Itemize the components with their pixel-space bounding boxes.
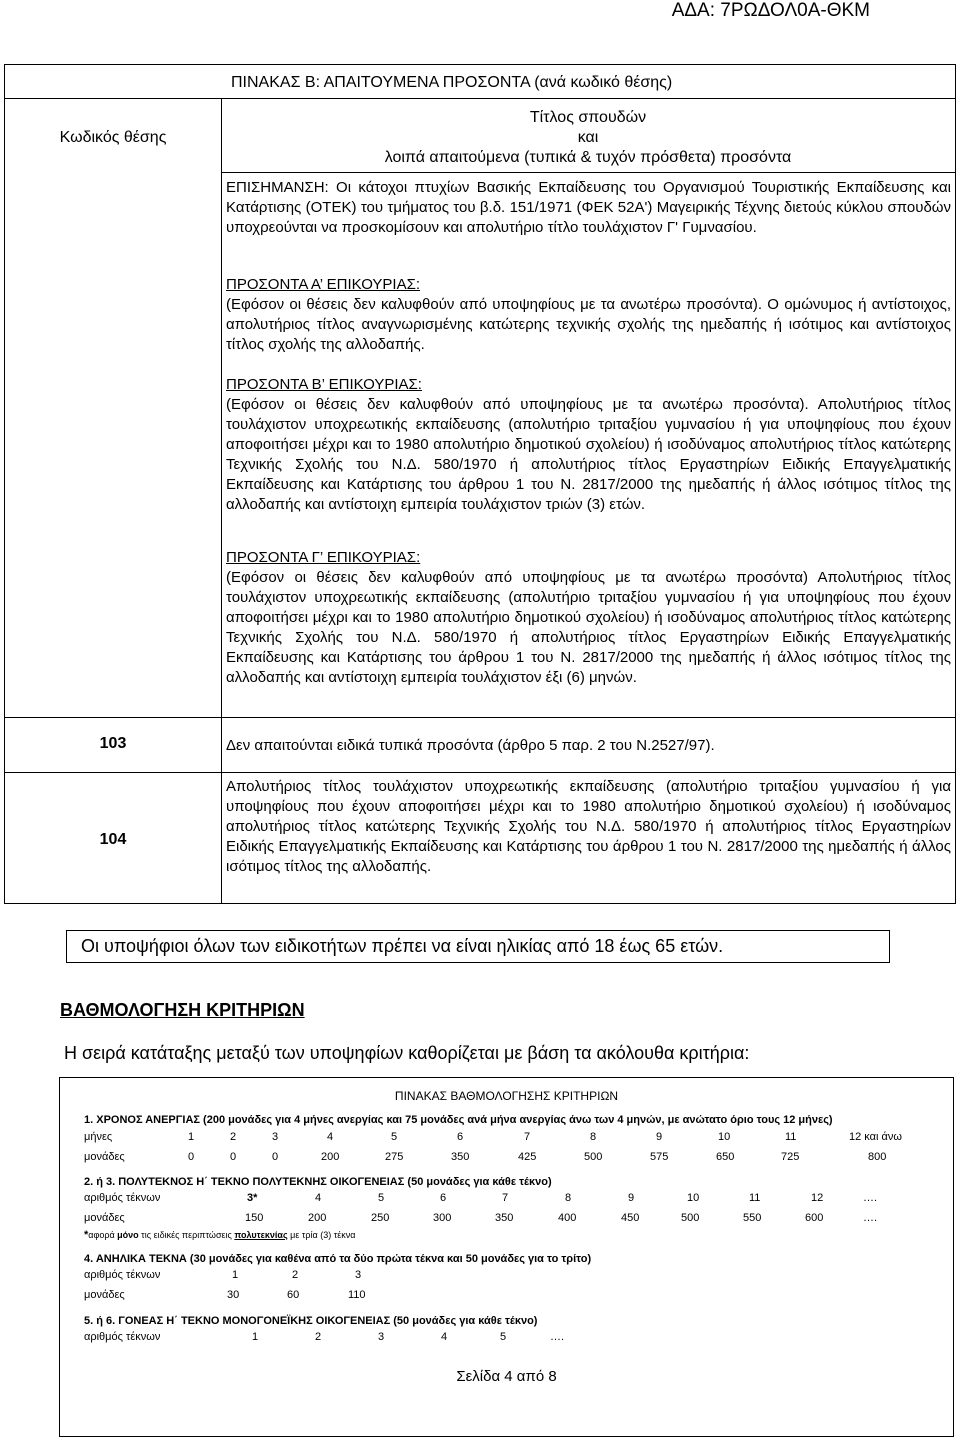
table-cell: 6 [440, 1192, 447, 1204]
table-cell: 10 [687, 1192, 700, 1204]
table-cell: 500 [584, 1151, 603, 1163]
table-cell: 550 [743, 1212, 762, 1224]
qualifications-c-text: (Εφόσον οι θέσεις δεν καλυφθούν από υποψηφίους με τα ανωτέρω προσόντα) Απολυτήριος τίτλος τουλάχιστον υποχρεωτικής εκπαίδευσης (απολυτήριο τριταξίου γυμνασίου ή για υποψηφίους που έχουν αποφοιτήσει μέχρι και το 1980 απολυτήριο δημοτικού σχολείου) ή ισοδύναμος απολυτήριος τίτλος κατώτερης Τεχνικής Σχολής του Ν.Δ. 580/1970 ή απολυτήριος τίτλος Εργαστηρίων Ειδικής Επαγγελματικής Εκπαίδευσης και Κατάρτισης του άρθρου 1 του Ν. 2817/2000 της ημεδαπής ή άλλος ισότιμος τίτλος της αλλοδαπής και αντίστοιχη εμπειρία τουλάχιστον έξι (6) μηνών. [226, 569, 951, 686]
table-cell: 4 [315, 1192, 322, 1204]
table-cell: 4 [327, 1131, 334, 1143]
footnote-text: τις ειδικές περιπτώσεις [138, 1230, 235, 1240]
table-cell: 200 [321, 1151, 340, 1163]
footnote-text: πολυτεκνίας [234, 1230, 288, 1240]
table-cell: 3* [247, 1192, 258, 1204]
table-cell: 8 [590, 1131, 597, 1143]
row-divider [5, 717, 955, 718]
table-cell: 9 [656, 1131, 663, 1143]
table-cell: 1 [188, 1131, 195, 1143]
qualifications-b-text: (Εφόσον οι θέσεις δεν καλυφθούν από υποψηφίους με τα ανωτέρω προσόντα). Απολυτήριος τίτλος τουλάχιστον υποχρεωτικής εκπαίδευσης (απολυτήριο τριταξίου γυμνασίου ή για υποψηφίους που έχουν αποφοιτήσει μέχρι και το 1980 απολυτήριο δημοτικού σχολείου) ή ισοδύναμος απολυτήριος τίτλος κατώτερης Τεχνικής Σχολής του Ν.Δ. 580/1970 ή απολυτήριος τίτλος Εργαστηρίων Ειδικής Επαγγελματικής Εκπαίδευσης και Κατάρτισης του άρθρου 1 του Ν. 2817/2000 της ημεδαπής ή άλλος ισότιμος τίτλος της αλλοδαπής και αντίστοιχη εμπειρία τουλάχιστον τριών (3) ετών. [226, 396, 951, 513]
table-cell: 450 [621, 1212, 640, 1224]
row-label: μήνες [84, 1131, 113, 1143]
large-family-footnote [84, 1229, 356, 1241]
table-cell: 200 [308, 1212, 327, 1224]
row-label: μονάδες [84, 1212, 125, 1224]
row-label: αριθμός τέκνων [84, 1331, 161, 1343]
criteria-title: ΠΙΝΑΚΑΣ ΒΑΘΜΟΛΟΓΗΣΗΣ ΚΡΙΤΗΡΙΩΝ [394, 1089, 619, 1103]
table-cell: 2 [315, 1331, 322, 1343]
col-header-title [221, 108, 955, 168]
table-cell: 7 [524, 1131, 531, 1143]
position-104-text: Απολυτήριος τίτλος τουλάχιστον υποχρεωτικής εκπαίδευσης (απολυτήριο τριταξίου γυμνασίου ή για υποψηφίους που έχουν αποφοιτήσει μέχρι και το 1980 απολυτήριο δημοτικού σχολείου) ή ισοδύναμος απολυτήριος τίτλος κατώτερης Τεχνικής Σχολής του Ν.Δ. 580/1970 ή απολυτήριος τίτλος Εργαστηρίων Ειδικής Επαγγελματικής Εκπαίδευσης και Κατάρτισης του άρθρου 1 του Ν. 2817/2000 της ημεδαπής ή άλλος ισότιμος τίτλος της αλλοδαπής. [226, 778, 951, 875]
table-cell: 30 [227, 1289, 240, 1301]
table-cell: 350 [495, 1212, 514, 1224]
col-header-line: λοιπά απαιτούμενα (τυπικά & τυχόν πρόσθετα) προσόντα [384, 149, 792, 166]
table-cell: 250 [371, 1212, 390, 1224]
table-cell: 1 [252, 1331, 259, 1343]
table-cell: 800 [868, 1151, 887, 1163]
notice-text: ΕΠΙΣΗΜΑΝΣΗ: Οι κάτοχοι πτυχίων Βασικής Εκπαίδευσης του Οργανισμού Τουριστικής Εκπαίδευσης και Κατάρτισης (ΟΤΕΚ) του τμήματος του β.δ. 151/1971 (ΦΕΚ 52Α') Μαγειρικής Τέχνης διετούς κύκλου σπουδών υποχρεούνται να προσκομίσουν και απολυτήριο τίτλο τουλάχιστον Γ' Γυμνασίου. [226, 179, 951, 236]
table-cell: 4 [441, 1331, 448, 1343]
table-cell: …. [863, 1192, 878, 1204]
table-cell: 9 [628, 1192, 635, 1204]
table-cell: 425 [518, 1151, 537, 1163]
ada-code: ΑΔΑ: 7ΡΩΔΟΛ0Α-ΘΚΜ [671, 0, 870, 21]
table-cell: 11 [749, 1192, 761, 1204]
table-cell: 350 [451, 1151, 470, 1163]
criterion-large-family-heading: 2. ή 3. ΠΟΛΥΤΕΚΝΟΣ Η΄ ΤΕΚΝΟ ΠΟΛΥΤΕΚΝΗΣ ΟΙΚΟΓΕΝΕΙΑΣ (50 μονάδες για κάθε τέκνο) [84, 1176, 552, 1188]
table-cell: 600 [805, 1212, 824, 1224]
footnote-star: * [84, 1229, 89, 1241]
table-cell: 12 [811, 1192, 824, 1204]
table-cell: 725 [781, 1151, 800, 1163]
notice-paragraph [226, 178, 951, 238]
table-cell: 650 [716, 1151, 735, 1163]
table-cell: 2 [292, 1269, 299, 1281]
column-divider [221, 98, 222, 903]
table-cell: 12 και άνω [849, 1131, 902, 1143]
table-cell: 7 [502, 1192, 509, 1204]
table-cell: 150 [245, 1212, 264, 1224]
table-cell: 6 [457, 1131, 464, 1143]
table-cell: 110 [348, 1289, 366, 1301]
grading-intro: Η σειρά κατάταξης μεταξύ των υποψηφίων καθορίζεται με βάση τα ακόλουθα κριτήρια: [64, 1043, 750, 1063]
table-cell: 1 [232, 1269, 239, 1281]
criteria-table [59, 1077, 954, 1437]
row-label: μονάδες [84, 1289, 125, 1301]
col-header-line: Τίτλος σπουδών [529, 109, 647, 126]
table-cell: 11 [785, 1131, 797, 1143]
criterion-unemployment-heading: 1. ΧΡΟΝΟΣ ΑΝΕΡΓΙΑΣ (200 μονάδες για 4 μήνες ανεργίας και 75 μονάδες ανά μήνα ανεργίας άνω των 4 μηνών, με ανώτατο όριο τους 12 μήνες) [84, 1114, 833, 1126]
table-b [4, 64, 956, 904]
qualifications-b-heading: ΠΡΟΣΟΝΤΑ Β’ ΕΠΙΚΟΥΡΙΑΣ: [226, 376, 422, 393]
table-cell: 275 [385, 1151, 404, 1163]
age-requirement-box: Οι υποψήφιοι όλων των ειδικοτήτων πρέπει να είναι ηλικίας από 18 έως 65 ετών. [66, 930, 890, 963]
table-cell: …. [863, 1212, 878, 1224]
table-cell: 10 [718, 1131, 731, 1143]
table-cell: 500 [681, 1212, 700, 1224]
row-divider [5, 772, 955, 773]
row-label: μονάδες [84, 1151, 125, 1163]
footnote-text: με τρία (3) τέκνα [287, 1230, 356, 1240]
table-cell: 0 [230, 1151, 237, 1163]
position-103-text: Δεν απαιτούνται ειδικά τυπικά προσόντα (άρθρο 5 παρ. 2 του Ν.2527/97). [226, 737, 715, 754]
qualifications-a [226, 275, 951, 355]
table-cell: 0 [272, 1151, 279, 1163]
position-code-104: 104 [99, 831, 127, 848]
qualifications-c-heading: ΠΡΟΣΟΝΤΑ Γ’ ΕΠΙΚΟΥΡΙΑΣ: [226, 549, 421, 566]
table-cell: 2 [230, 1131, 237, 1143]
row-label: αριθμός τέκνων [84, 1269, 161, 1281]
table-cell: 5 [378, 1192, 385, 1204]
row-divider [5, 98, 955, 99]
qualifications-c [226, 548, 951, 688]
table-cell: 3 [378, 1331, 385, 1343]
table-cell: 0 [188, 1151, 195, 1163]
table-cell: 400 [558, 1212, 577, 1224]
row-divider [221, 172, 955, 173]
criterion-single-parent-heading: 5. ή 6. ΓΟΝΕΑΣ Η΄ ΤΕΚΝΟ ΜΟΝΟΓΟΝΕΪΚΗΣ ΟΙΚΟΓΕΝΕΙΑΣ (50 μονάδες για κάθε τέκνο) [84, 1315, 538, 1327]
col-header-line: και [577, 129, 599, 146]
row-label: αριθμός τέκνων [84, 1192, 161, 1204]
table-cell: 5 [391, 1131, 398, 1143]
col-header-code: Κωδικός θέσης [59, 129, 167, 146]
criterion-minor-children-heading: 4. ΑΝΗΛΙΚΑ ΤΕΚΝΑ (30 μονάδες για καθένα από τα δύο πρώτα τέκνα και 50 μονάδες για το τρίτο) [84, 1253, 592, 1265]
table-cell: 3 [272, 1131, 279, 1143]
grading-title: ΒΑΘΜΟΛΟΓΗΣΗ ΚΡΙΤΗΡΙΩΝ [60, 1000, 305, 1020]
table-b-title: ΠΙΝΑΚΑΣ Β: ΑΠΑΙΤΟΥΜΕΝΑ ΠΡΟΣΟΝΤΑ (ανά κωδικό θέσης) [231, 74, 673, 91]
table-cell: …. [550, 1331, 565, 1343]
position-code-103: 103 [99, 735, 127, 752]
page-number: Σελίδα 4 από 8 [456, 1368, 557, 1385]
table-cell: 575 [650, 1151, 669, 1163]
qualifications-a-text: (Εφόσον οι θέσεις δεν καλυφθούν από υποψηφίους με τα ανωτέρω προσόντα). Ο ομώνυμος ή αντίστοιχος, απολυτήριος τίτλος αναγνωρισμένης κατώτερης τεχνικής σχολής της ημεδαπής ή ισότιμος και αντίστοιχος τίτλος σχολής της αλλοδαπής. [226, 296, 951, 353]
table-cell: 60 [287, 1289, 300, 1301]
footnote-text: μόνο [117, 1230, 139, 1240]
table-cell: 3 [355, 1269, 362, 1281]
table-cell: 8 [565, 1192, 572, 1204]
table-cell: 5 [500, 1331, 507, 1343]
table-cell: 300 [433, 1212, 452, 1224]
footnote-text: αφορά [88, 1230, 118, 1240]
qualifications-b [226, 375, 951, 515]
qualifications-a-heading: ΠΡΟΣΟΝΤΑ Α’ ΕΠΙΚΟΥΡΙΑΣ: [226, 276, 421, 293]
